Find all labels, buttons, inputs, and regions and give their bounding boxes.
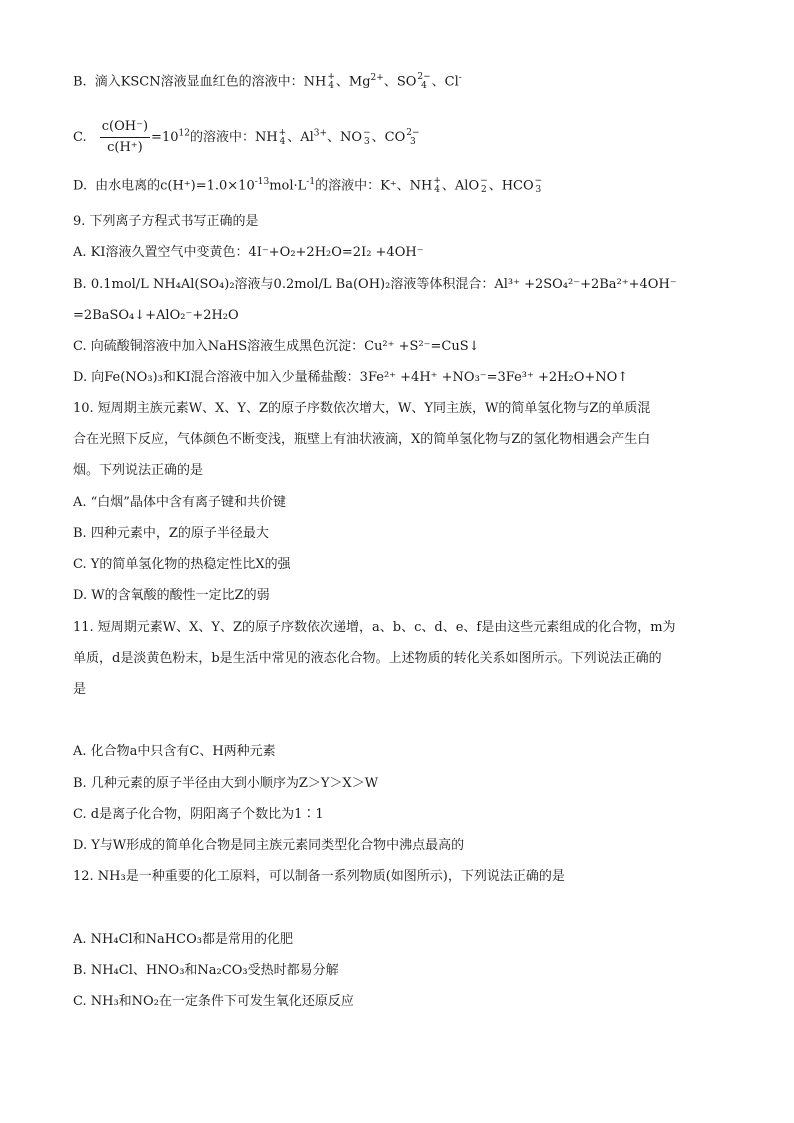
question-9-option-b-cont: =2BaSO₄↓+AlO₂⁻+2H₂O xyxy=(73,308,239,323)
question-12-stem: 12. NH₃是一种重要的化工原料，可以制备一系列物质(如图所示)，下列说法正确的是 xyxy=(73,869,565,884)
question-10-stem: 10. 短周期主族元素W、X、Y、Z的原子序数依次增大，W、Y同主族，W的简单氢化物与Z的单质混 xyxy=(73,401,651,416)
question-9-option-d: D. 向Fe(NO₃)₃和KI混合溶液中加入少量稀盐酸：3Fe²⁺ +4H⁺ +NO₃⁻=3Fe³⁺ +2H₂O+NO↑ xyxy=(73,370,629,385)
question-11-stem: 11. 短周期元素W、X、Y、Z的原子序数依次递增，a、b、c、d、e、f是由这些元素组成的化合物，m为 xyxy=(73,620,676,635)
question-11-stem: 是 xyxy=(73,682,87,697)
numerator: c(OH⁻) xyxy=(100,118,150,138)
question-11-option-c: C. d是离子化合物，阴阳离子个数比为1∶1 xyxy=(73,807,324,822)
question-12-option-a: A. NH₄Cl和NaHCO₃都是常用的化肥 xyxy=(73,932,293,947)
question-9-option-b: B. 0.1mol/L NH₄Al(SO₄)₂溶液与0.2mol/L Ba(OH)₂溶液等体积混合：Al³⁺ +2SO₄²⁻+2Ba²⁺+4OH⁻ xyxy=(73,277,677,292)
option-label: B. xyxy=(73,74,87,90)
option-label: C. xyxy=(73,130,87,145)
option-b-line: B. 滴入KSCN溶液显血红色的溶液中：NH+ 4 、$Mg^{2+}$、SO2− 4 、Cl- xyxy=(73,72,462,91)
option-text: 滴入KSCN溶液显血红色的溶液中：NH xyxy=(94,74,327,90)
question-9-option-c: C. 向硫酸铜溶液中加入NaHS溶液生成黑色沉淀：Cu²⁺ +S²⁻=CuS↓ xyxy=(73,339,480,354)
question-10-stem: 合在光照下反应，气体颜色不断变浅，瓶壁上有油状液滴，X的简单氢化物与Z的氢化物相遇会产生白 xyxy=(73,432,651,447)
question-12-option-b: B. NH₄Cl、HNO₃和Na₂CO₃受热时都易分解 xyxy=(73,963,339,978)
question-10-option-c: C. Y的简单氢化物的热稳定性比X的强 xyxy=(73,557,291,572)
question-11-stem: 单质，d是淡黄色粉末，b是生活中常见的液态化合物。上述物质的转化关系如图所示。下列说法正确的 xyxy=(73,651,662,666)
question-12-option-c: C. NH₃和NO₂在一定条件下可发生氧化还原反应 xyxy=(73,994,354,1009)
question-10-option-b: B. 四种元素中，Z的原子半径最大 xyxy=(73,526,269,541)
question-9-stem: 9. 下列离子方程式书写正确的是 xyxy=(73,214,259,229)
option-c-line: C. $\frac{c(OH^-)}{c(H^+)}$ $=10^{12}$的溶液中：NH+ 4 、$Al^{3+}$、NO− 3 、CO2− 3 xyxy=(73,119,420,155)
option-label: D. xyxy=(73,178,88,194)
denominator: c(H⁺) xyxy=(107,140,143,155)
question-11-option-b: B. 几种元素的原子半径由大到小顺序为Z＞Y＞X＞W xyxy=(73,776,379,791)
question-10-option-a: A. “白烟”晶体中含有离子键和共价键 xyxy=(73,495,286,510)
option-d-line: D. 由水电离的$c(H^+)=1.0\times 10^{-13}mol\cdot L^{-1}$的溶液中：K⁺、NH+ 4 、AlO− 2 、HCO− 3 xyxy=(73,176,543,195)
question-11-option-d: D. Y与W形成的简单化合物是同主族元素同类型化合物中沸点最高的 xyxy=(73,838,465,853)
question-9-option-a: A. KI溶液久置空气中变黄色：4I⁻+O₂+2H₂O=2I₂ +4OH⁻ xyxy=(73,245,424,260)
question-10-option-d: D. W的含氧酸的酸性一定比Z的弱 xyxy=(73,588,270,603)
fraction xyxy=(100,118,150,157)
question-10-stem: 烟。下列说法正确的是 xyxy=(73,463,204,478)
question-11-option-a: A. 化合物a中只含有C、H两种元素 xyxy=(73,744,276,759)
